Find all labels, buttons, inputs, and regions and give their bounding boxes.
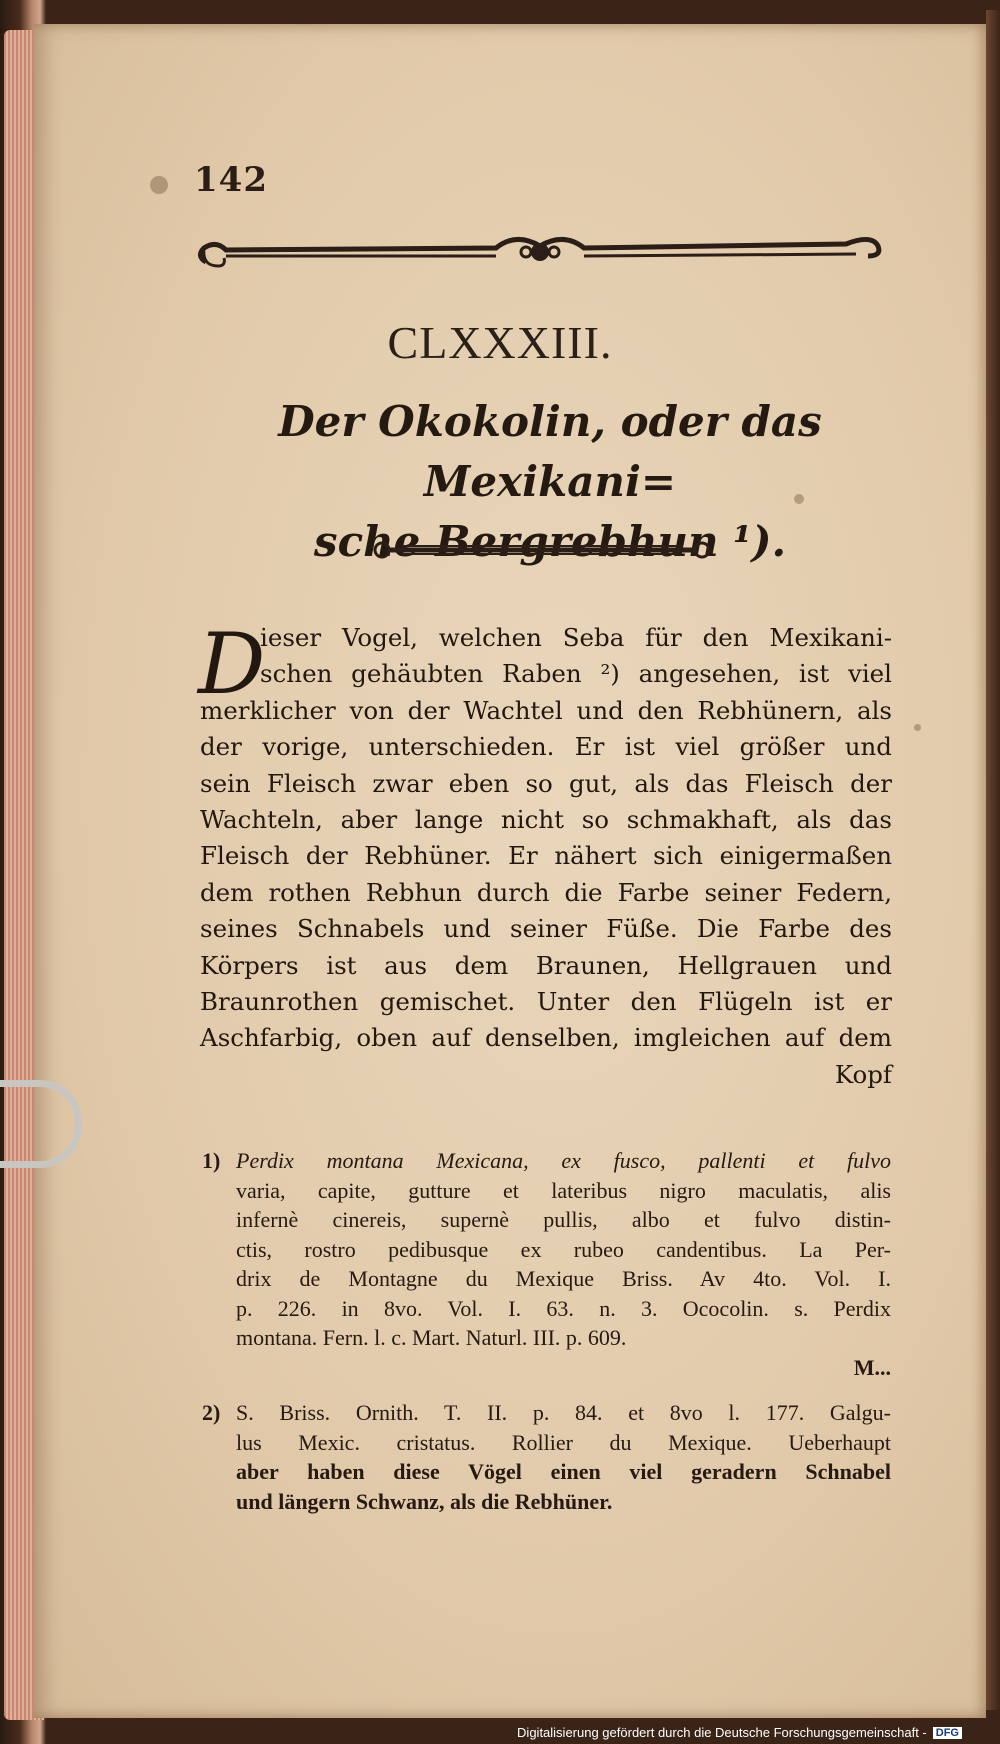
footnote-line: montana. Fern. l. c. Mart. Naturl. III. p. 609. bbox=[236, 1325, 627, 1350]
body-line: ieser Vogel, welchen Seba für den Mexikani- bbox=[260, 623, 892, 652]
body-line: Körpers ist aus dem Braunen, Hellgrauen und bbox=[200, 950, 892, 980]
dfg-logo: DFG bbox=[933, 1727, 962, 1739]
catchword: Kopf bbox=[834, 1059, 892, 1089]
page-right-edge bbox=[986, 10, 1000, 1710]
body-line: Aschfarbig, oben auf denselben, imgleichen auf dem bbox=[200, 1023, 892, 1053]
footnote-line: S. Briss. Ornith. T. II. p. 84. et 8vo l. 177. Galgu- bbox=[236, 1400, 891, 1425]
footnote-line: ctis, rostro pedibusque ex rubeo candentibus. La Per- bbox=[236, 1236, 891, 1262]
footnote-mark: 1) bbox=[202, 1148, 221, 1173]
footnote-line: infernè cinereis, supernè pullis, albo et fulvo distin- bbox=[236, 1207, 891, 1232]
footnote-catchword: M... bbox=[853, 1354, 891, 1380]
title-line: Der Okokolin, oder das Mexikani= bbox=[278, 397, 822, 506]
footnote-mark: 2) bbox=[202, 1400, 221, 1425]
chapter-number: CLXXXIII. bbox=[387, 317, 613, 368]
footnote-line: p. 226. in 8vo. Vol. I. 63. n. 3. Ococolin. s. Perdix bbox=[236, 1295, 891, 1321]
footnote-line: drix de Montagne du Mexique Briss. Av 4to. Vol. I. bbox=[236, 1266, 891, 1291]
body-line: Fleisch der Rebhüner. Er nähert sich einigermaßen bbox=[200, 841, 892, 871]
body-line: dem rothen Rebhun durch die Farbe seiner Federn, bbox=[200, 877, 892, 907]
body-line: der vorige, unterschieden. Er ist viel größer und bbox=[200, 732, 892, 762]
paper-clip bbox=[0, 1080, 82, 1168]
body-line: merklicher von der Wachtel und den Rebhünern, als bbox=[200, 695, 892, 725]
footnote-line: Perdix montana Mexicana, ex fusco, pallenti et fulvo bbox=[236, 1148, 891, 1173]
body-line: Wachteln, aber lange nicht so schmakhaft, als das bbox=[200, 805, 892, 835]
footnote-line: lus Mexic. cristatus. Rollier du Mexique. Ueberhaupt bbox=[236, 1429, 891, 1455]
credit-text: Digitalisierung gefördert durch die Deutsche Forschungsgemeinschaft - bbox=[517, 1725, 927, 1740]
digitization-credit bbox=[517, 1725, 962, 1740]
page-number: 142 bbox=[194, 160, 268, 200]
body-line: sein Fleisch zwar eben so gut, als das Fleisch der bbox=[200, 768, 892, 798]
top-ornament bbox=[196, 226, 884, 278]
title-line: sche Bergrebhun ¹). bbox=[313, 517, 787, 566]
body-line: schen gehäubten Raben ²) angesehen, ist viel bbox=[260, 659, 892, 689]
footnote-2 bbox=[202, 1398, 891, 1516]
footnote-line: aber haben diese Vögel einen viel geradern Schnabel bbox=[236, 1459, 891, 1484]
body-text bbox=[198, 615, 892, 1093]
title-ornament bbox=[372, 538, 712, 562]
footnote-1 bbox=[202, 1146, 891, 1382]
footnote-line: und längern Schwanz, als die Rebhüner. bbox=[236, 1488, 613, 1514]
drop-cap: D bbox=[198, 615, 266, 713]
body-line: Braunrothen gemischet. Unter den Flügeln ist er bbox=[200, 987, 892, 1017]
footnote-line: varia, capite, gutture et lateribus nigro maculatis, alis bbox=[236, 1177, 891, 1203]
body-line: seines Schnabels und seiner Füße. Die Farbe des bbox=[200, 914, 892, 944]
